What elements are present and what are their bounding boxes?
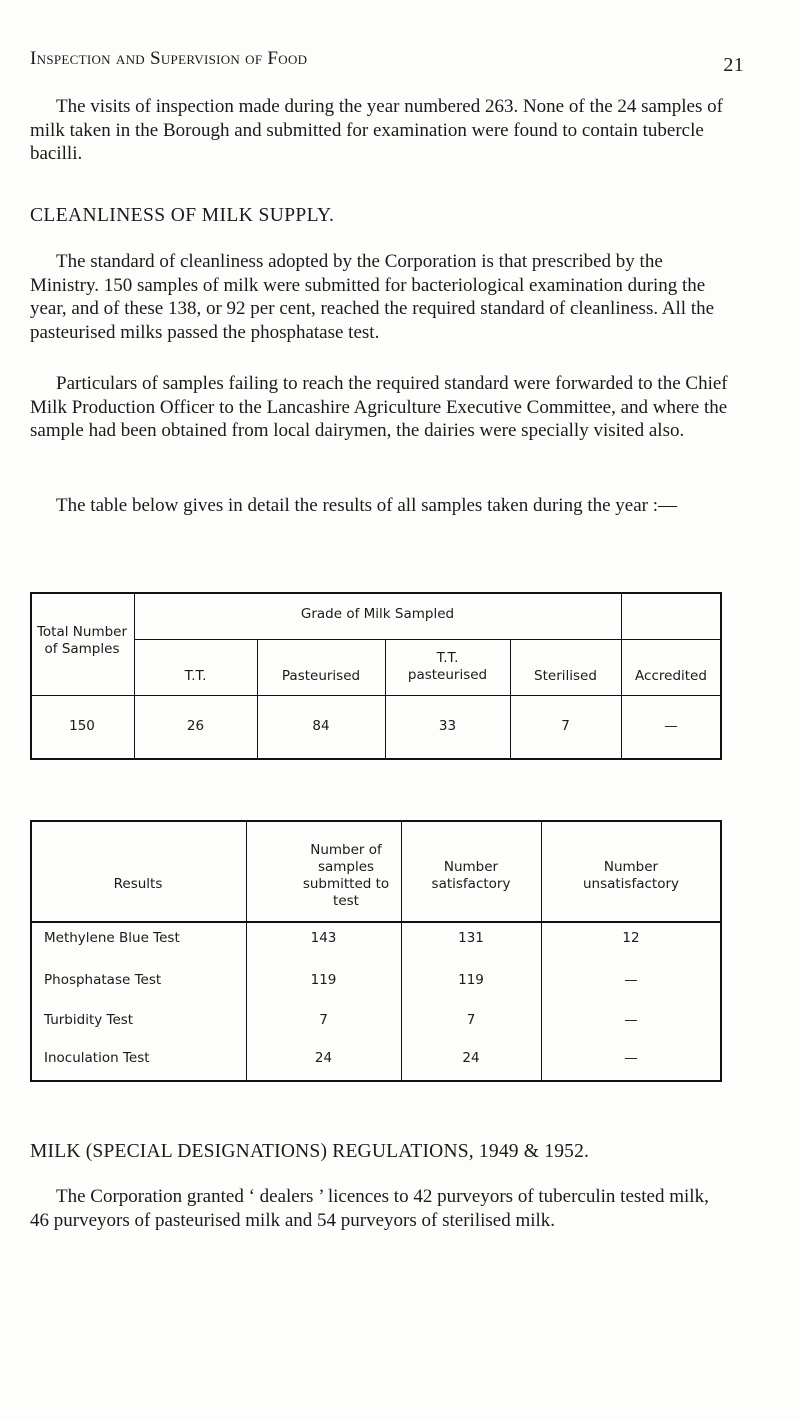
row-satisfactory: 131 <box>458 930 484 946</box>
table-rule <box>30 1080 722 1082</box>
row-test-name: Inoculation Test <box>44 1050 150 1066</box>
table-rule <box>385 639 386 760</box>
cleanliness-paragraph-1: The standard of cleanliness adopted by the Corporation is that prescribed by the Ministry. 150 samples of milk were submitted for bacteriological examination during the year, and of these 138, or 92 per cent, reached the required standard of cleanliness. All the pasteurised milks passed the phosphatase test. <box>30 251 715 343</box>
running-header-title: Inspection and Supervision of Food <box>30 48 308 69</box>
intro-paragraph: The visits of inspection made during the year numbered 263. None of the 24 samples of milk taken in the Borough and submitted for examination were found to contain tubercle bacilli. <box>30 96 723 164</box>
table-rule <box>246 820 247 1082</box>
row-unsatisfactory: — <box>624 1012 638 1028</box>
row-satisfactory: 24 <box>462 1050 480 1066</box>
row-satisfactory: 119 <box>458 972 484 988</box>
page-number: 21 <box>723 54 744 76</box>
column-header-tt: T.T. <box>184 668 207 684</box>
column-header-unsatisfactory: Number unsatisfactory <box>582 859 680 892</box>
row-unsatisfactory: 12 <box>622 930 640 946</box>
row-test-name: Methylene Blue Test <box>44 930 180 946</box>
sterilised-value: 7 <box>561 718 570 734</box>
running-header <box>30 48 744 76</box>
row-submitted: 7 <box>319 1012 328 1028</box>
row-submitted: 119 <box>310 972 337 988</box>
accredited-value: — <box>664 718 678 734</box>
table-rule <box>134 639 621 640</box>
row-submitted: 143 <box>310 930 337 946</box>
results-table <box>30 820 722 1082</box>
column-header-satisfactory: Number satisfactory <box>431 859 511 892</box>
table-rule <box>30 695 722 696</box>
row-unsatisfactory: — <box>624 1050 638 1066</box>
row-test-name: Phosphatase Test <box>44 972 162 988</box>
tt-value: 26 <box>186 718 205 734</box>
row-unsatisfactory: — <box>624 972 638 988</box>
table-rule <box>30 820 722 822</box>
column-header-tt-pasteurised: T.T. pasteurised <box>407 650 488 683</box>
cleanliness-paragraph-2: Particulars of samples failing to reach the required standard were forwarded to the Chief Milk Production Officer to the Lancashire Agriculture Executive Committee, and where the sample had been obtained from local dairymen, the dairies were specially visited also. <box>30 373 728 441</box>
column-header-pasteurised: Pasteurised <box>281 668 361 684</box>
row-test-name: Turbidity Test <box>44 1012 134 1028</box>
table-rule <box>257 639 258 760</box>
table-rule <box>510 639 511 760</box>
table-rule <box>30 921 722 923</box>
total-samples-value: 150 <box>69 718 95 734</box>
row-submitted: 24 <box>314 1050 333 1066</box>
total-samples-header: Total Number of Samples <box>36 624 128 657</box>
table-rule <box>720 820 722 1082</box>
tt-pasteurised-value: 33 <box>438 718 457 734</box>
table-rule <box>30 820 32 1082</box>
table-rule <box>541 820 542 1082</box>
regulations-heading: MILK (SPECIAL DESIGNATIONS) REGULATIONS, 1949 & 1952. <box>30 1141 590 1162</box>
pasteurised-value: 84 <box>312 718 330 734</box>
column-header-accredited: Accredited <box>635 668 707 684</box>
cleanliness-paragraph-3: The table below gives in detail the results of all samples taken during the year :— <box>56 495 678 516</box>
grade-group-header: Grade of Milk Sampled <box>300 606 455 622</box>
column-header-results: Results <box>113 876 163 892</box>
grade-table <box>30 592 722 760</box>
column-header-sterilised: Sterilised <box>534 668 597 684</box>
table-rule <box>621 639 721 640</box>
regulations-paragraph: The Corporation granted ‘ dealers ’ licences to 42 purveyors of tuberculin tested milk, 46 purveyors of pasteurised milk and 54 purveyors of sterilised milk. <box>30 1186 709 1231</box>
cleanliness-heading: CLEANLINESS OF MILK SUPPLY. <box>30 205 335 226</box>
column-header-submitted: Number of samples submitted to test <box>302 842 390 909</box>
row-satisfactory: 7 <box>466 1012 476 1028</box>
